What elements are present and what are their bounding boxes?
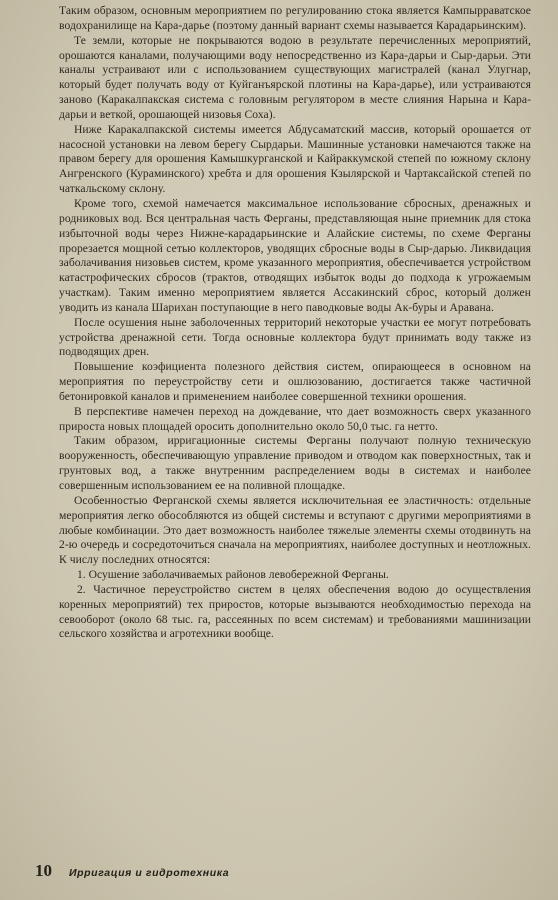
page-footer <box>35 861 515 885</box>
paragraph: Особенностью Ферганской схемы является исключительная ее эластичность: отдельные мероприятия легко обособляются из общей системы и вступают с другими мероприятиями в любые комбинации. Это дает возможность наиболее тяжелые элементы схемы отодвинуть на 2-ю очередь и сосредоточиться сначала на мероприятиях, наиболее доступных и неотложных. К числу последних относятся: <box>59 493 531 567</box>
list-item: 2. Частичное переустройство систем в целях обеспечения водою до осуществления коренных мероприятий) тех приростов, которые вызываются необходимостью перехода на севооборот (около 68 тыс. га, рассеянных по всем системам) и требованиями машинизации сельского хозяйства и агротехники вообще. <box>59 582 531 641</box>
page-number: 10 <box>35 861 52 880</box>
paragraph: Кроме того, схемой намечается максимальное использование сбросных, дренажных и родниковых вод. Вся центральная часть Ферганы, представляющая ныне приемник для стока избыточной воды через Нижне-карадарьинские и Алайские системы, по схеме Ферганы прорезается мощной сетью коллекторов, уводящих сбросные воды в Сыр-дарью. Ликвидация заболачивания низовьев систем, кроме указанного мероприятия, обеспечивается устройством катастрофических сбросов (трактов, отводящих избыток воды до подхода к угрожаемым участкам). Таким именно мероприятием является Ассакинский сброс, который должен уводить из канала Шарихан поступающие в него паводковые воды Ак-буры и Аравана. <box>59 196 531 314</box>
paragraph: После осушения ныне заболоченных территорий некоторые участки ее могут потребовать устройства дренажной сети. Тогда основные коллектора будут принимать воду также из подводящих дрен. <box>59 315 531 359</box>
paragraph: Таким образом, ирригационные системы Ферганы получают полную техническую вооруженность, обеспечивающую управление приводом и отводом как поверхностных, так и грунтовых вод, а также внутренним распределением воды в системах и наиболее совершенным использованием ее на поливной площадке. <box>59 434 531 492</box>
running-title: Ирригация и гидротехника <box>69 867 230 879</box>
paragraph: В перспективе намечен переход на дождевание, что дает возможность сверх указанного прироста новых площадей оросить дополнительно около 50,0 тыс. га нетто. <box>59 404 531 433</box>
list-item: 1. Осушение заболачиваемых районов левобережной Ферганы. <box>77 568 389 582</box>
paragraph: Повышение коэфициента полезного действия систем, опирающееся в основном на мероприятия по переустройству сети и ошлюзованию, достигается также частичной бетонировкой каналов и применением наиболее совершенной техники орошения. <box>59 360 531 403</box>
paragraph: Таким образом, основным мероприятием по регулированию стока является Кампырраватское водохранилище на Кара-дарье (поэтому данный вариант схемы называется Карадарьинским). <box>59 4 531 32</box>
paragraph: Ниже Каракалпакской системы имеется Абдусаматский массив, который орошается от насосной установки на левом берегу Сырдарьи. Машинные установки намечаются также на правом берегу для орошения Камышкурганской и Кайраккумской степей по южному склону Ангренского (Кураминского) хребта и для орошения Кзылярской и Чартаксайской степей по чаткальскому склону. <box>59 122 531 196</box>
paragraph: Те земли, которые не покрываются водою в результате перечисленных мероприятий, орошаются каналами, получающими воду непосредственно из Кара-дарьи и Сыр-дарьи. Эти каналы устраивают или с использованием существующих магистралей (канал Улугнар, который будет получать воду от Куйганъярской плотины на Кара-дарье), или устраиваются заново (Каракалпакская система с головным регулятором в месте слияния Нарына и Кара-дарьи и веткой, орошающей низовья Соха). <box>59 33 531 121</box>
body-text <box>59 4 531 846</box>
